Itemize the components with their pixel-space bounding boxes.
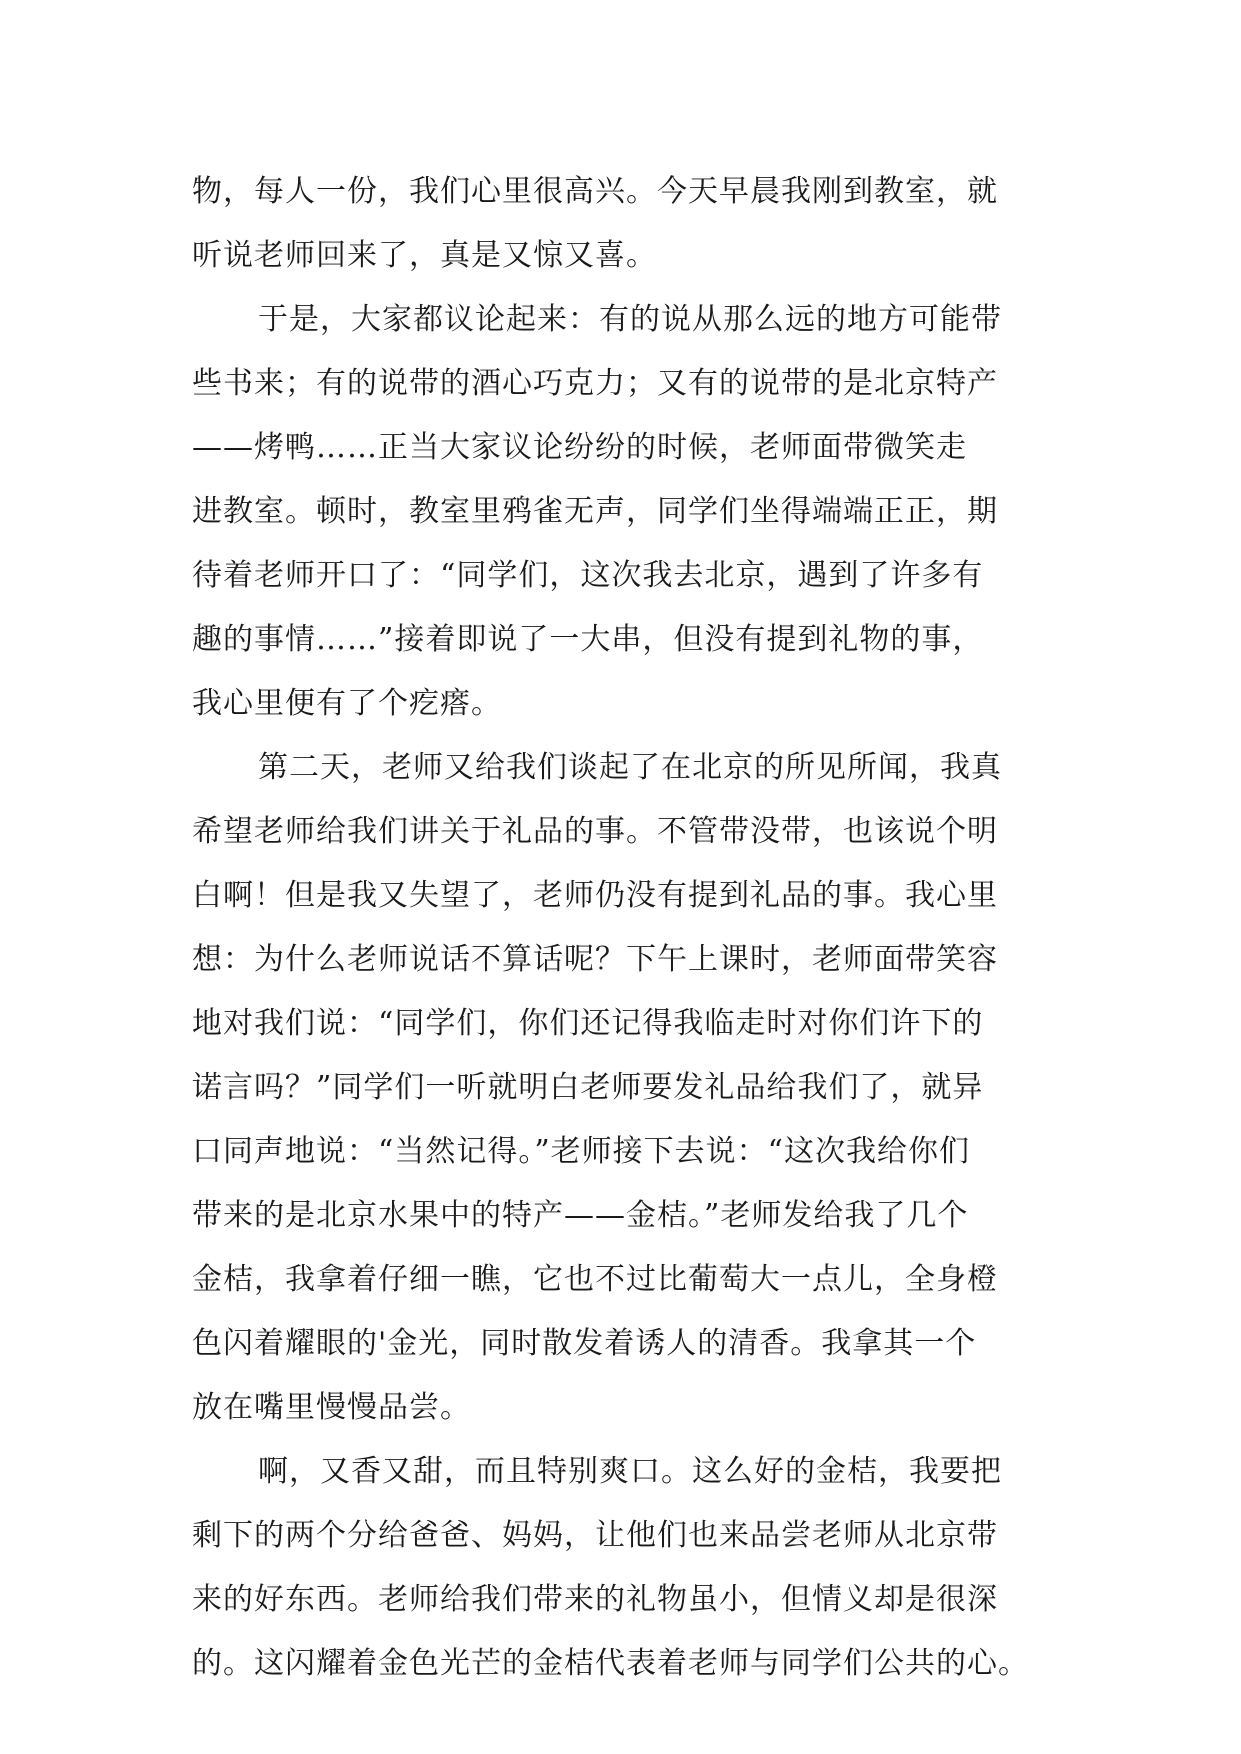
text-line: 物，每人一份，我们心里很高兴。今天早晨我刚到教室，就 <box>192 174 998 209</box>
text-line: 诺言吗？”同学们一听就明白老师要发礼品给我们了，就异 <box>192 1070 984 1105</box>
text-line: 地对我们说：“同学们，你们还记得我临走时对你们许下的 <box>192 1006 984 1041</box>
text-line: ——烤鸭……正当大家议论纷纷的时候，老师面带微笑走 <box>192 430 967 465</box>
text-line: 进教室。顿时，教室里鸦雀无声，同学们坐得端端正正，期 <box>192 494 998 529</box>
text-line: 色闪着耀眼的'金光，同时散发着诱人的清香。我拿其一个 <box>192 1326 977 1361</box>
text-line: 于是，大家都议论起来：有的说从那么远的地方可能带 <box>258 302 1002 337</box>
text-line: 白啊！但是我又失望了，老师仍没有提到礼品的事。我心里 <box>192 878 998 913</box>
text-line: 第二天，老师又给我们谈起了在北京的所见所闻，我真 <box>258 750 1002 785</box>
text-line: 待着老师开口了：“同学们，这次我去北京，遇到了许多有 <box>192 558 984 593</box>
text-line: 趣的事情……”接着即说了一大串，但没有提到礼物的事， <box>192 622 984 657</box>
text-line: 的。这闪耀着金色光芒的金桔代表着老师与同学们公共的心。 <box>192 1646 1029 1681</box>
text-line: 金桔，我拿着仔细一瞧，它也不过比葡萄大一点儿，全身橙 <box>192 1262 998 1297</box>
text-line: 带来的是北京水果中的特产——金桔。”老师发给我了几个 <box>192 1198 969 1233</box>
text-line: 放在嘴里慢慢品尝。 <box>192 1390 471 1425</box>
text-line: 希望老师给我们讲关于礼品的事。不管带没带，也该说个明 <box>192 814 998 849</box>
text-line: 些书来；有的说带的酒心巧克力；又有的说带的是北京特产 <box>192 366 998 401</box>
text-line: 我心里便有了个疙瘩。 <box>192 686 502 721</box>
text-line: 来的好东西。老师给我们带来的礼物虽小，但情义却是很深 <box>192 1582 998 1617</box>
text-line: 听说老师回来了，真是又惊又喜。 <box>192 238 657 273</box>
text-line: 想：为什么老师说话不算话呢？下午上课时，老师面带笑容 <box>192 942 998 977</box>
text-line: 口同声地说：“当然记得。”老师接下去说：“这次我给你们 <box>192 1134 971 1169</box>
body-text <box>192 160 1052 1696</box>
text-line: 剩下的两个分给爸爸、妈妈，让他们也来品尝老师从北京带 <box>192 1518 998 1553</box>
text-line: 啊，又香又甜，而且特别爽口。这么好的金桔，我要把 <box>258 1454 1002 1489</box>
